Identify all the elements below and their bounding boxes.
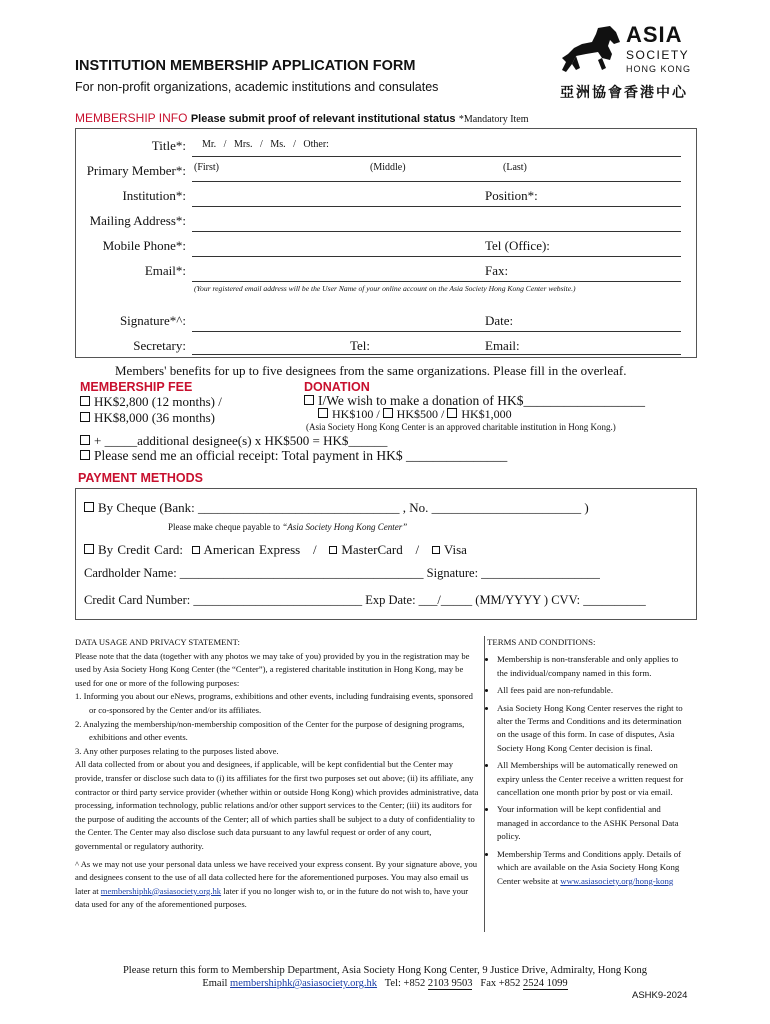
privacy-item-1: 1. Informing you about our eNews, programs, exhibitions and other events, including fundraising events, sponsored or co-sponsored by the Center and/or its affiliates.	[75, 691, 473, 715]
privacy-heading: DATA USAGE AND PRIVACY STATEMENT:	[75, 637, 240, 647]
terms-item: • Membership is non-transferable and only applies to the individual/company named in this form.	[497, 653, 687, 680]
fee-12m-label: HK$2,800 (12 months) /	[94, 394, 222, 409]
name-last: (Last)	[503, 162, 527, 173]
email-label: Email*:	[144, 263, 186, 278]
secretary-tel-label: Tel:	[350, 338, 371, 353]
fee-option-36m[interactable]	[80, 410, 215, 426]
name-first: (First)	[194, 162, 219, 173]
logo-hongkong: HONG KONG	[626, 64, 692, 74]
cheque-note	[168, 522, 407, 532]
membership-info-heading: MEMBERSHIP INFO	[75, 111, 188, 125]
footer-contact	[0, 978, 770, 990]
additional-designee-line[interactable]	[80, 433, 387, 449]
fee-12m-checkbox[interactable]	[80, 396, 90, 406]
cardholder-line[interactable]: Cardholder Name: _______________________________________ Signature: ___________________	[84, 566, 600, 580]
form-code: ASHK9-2024	[632, 990, 688, 1001]
donation-100-label: HK$100 /	[332, 407, 380, 421]
membership-fee-heading: MEMBERSHIP FEE	[80, 380, 193, 394]
visa-checkbox[interactable]	[432, 546, 440, 554]
asia-society-logo	[558, 22, 698, 102]
privacy-intro: Please note that the data (together with any photos we may take of you) provided by you in the registration may be used by Asia Society Hong Kong Center (the “Center”), a registered charitable institution in Hong Kong, may be used for one or more of the following purposes:	[75, 650, 470, 688]
privacy-item-2: 2. Analyzing the membership/non-membership composition of the Center for the purpose of designing programs, exhibitions and other events.	[75, 718, 465, 743]
title-options[interactable]: Mr. / Mrs. / Ms. / Other:	[202, 139, 329, 150]
secretary-input[interactable]	[192, 354, 681, 355]
website-link[interactable]: www.asiasociety.org/hong-kong	[560, 875, 674, 886]
donation-heading: DONATION	[304, 380, 370, 394]
name-middle: (Middle)	[370, 162, 406, 173]
footer-fax: 2524 1099	[523, 978, 568, 989]
terms-heading: TERMS AND CONDITIONS:	[487, 637, 596, 647]
donation-note: (Asia Society Hong Kong Center is an approved charitable institution in Hong Kong.)	[306, 422, 616, 432]
consent-text-b: later if you no longer wish to, or in the future do not wish to, have your data used for any of the aforementioned purposes.	[75, 885, 469, 910]
signature-label: Signature*^:	[119, 313, 186, 328]
credit-card-line	[84, 542, 467, 558]
footer-tel: 2103 9503	[427, 978, 473, 989]
fee-36m-checkbox[interactable]	[80, 412, 90, 422]
amex-checkbox[interactable]	[192, 546, 200, 554]
terms-item: • All fees paid are non-refundable.	[497, 684, 687, 697]
donation-checkbox[interactable]	[304, 395, 314, 405]
terms-item-text: Membership Terms and Conditions apply. Details of which are available on the Asia Society Hong Kong Center website at	[497, 848, 682, 886]
separator-1: /	[312, 542, 317, 557]
title-line	[192, 156, 681, 157]
donation-amounts	[318, 407, 512, 422]
fax-label: Fax:	[485, 263, 509, 278]
cheque-note-prefix: Please make cheque payable to	[168, 522, 283, 532]
consent-text-a: ^ As we may not use your personal data unless we have received your express consent. By your signature above, you and designees consent to the use of all data collected here for the aforementioned purposes. You may also email us later at	[75, 858, 478, 896]
cheque-payee: “Asia Society Hong Kong Center”	[282, 522, 408, 532]
proof-instruction: Please submit proof of relevant institutional status	[190, 113, 456, 125]
donation-500-checkbox[interactable]	[383, 408, 393, 418]
mastercard-checkbox[interactable]	[329, 546, 337, 554]
footer-address: Please return this form to Membership Department, Asia Society Hong Kong Center, 9 Justice Drive, Admiralty, Hong Kong	[122, 965, 648, 976]
privacy-body: All data collected from or about you and designees, if applicable, will be kept confidential but the Center may provide, transfer or disclose such data to (i) its affiliates for the first two purposes set out above; (ii) its affiliate, any contractor or third party service provider (whether within or outside Hong Kong) which provides administrative, data processing, information technology, public relations and/or other support services to the Center; (iii) its auditors for the purpose of auditing the accounts of the Center; all of which parties shall be subject to a duty of confidentiality to the Center. The Center may also disclose such data pursuant to any lawful request or order of any court, governmental or regulatory authority.	[75, 759, 479, 851]
secretary-email-label: Email:	[485, 338, 520, 353]
logo-chinese: 亞洲協會香港中心	[560, 84, 688, 100]
terms-item: • Asia Society Hong Kong Center reserves the right to alter the Terms and Conditions and its determination on the usage of this form. In case of disputes, Asia Society Hong Kong Center decision is final.	[497, 702, 687, 756]
cheque-label: By Cheque (Bank: _______________________________ , No. _______________________ )	[98, 500, 589, 515]
title-label: Title*:	[151, 138, 186, 153]
terms-item: • All Memberships will be automatically renewed on expiry unless the Center receive a written request for cancellation one month prior by post or via email.	[497, 759, 687, 799]
footer-email-link[interactable]: membershiphk@asiasociety.org.hk	[230, 978, 378, 989]
mobile-phone-input[interactable]	[192, 256, 681, 257]
mandatory-note: *Mandatory Item	[458, 114, 529, 125]
card-number-line[interactable]: Credit Card Number: ___________________________ Exp Date: ___/_____ (MM/YYYY ) CVV: __________	[84, 593, 646, 607]
footer-email-label: Email	[202, 978, 231, 989]
membership-info-heading-row	[75, 111, 529, 125]
receipt-line[interactable]	[80, 448, 507, 464]
donation-1000-label: HK$1,000	[461, 407, 512, 421]
lion-logo-icon	[558, 24, 624, 76]
donation-label: I/We wish to make a donation of HK$__________________	[318, 393, 645, 408]
mastercard-label: MasterCard	[341, 542, 403, 557]
consent-email-link[interactable]: membershiphk@asiasociety.org.hk	[100, 885, 222, 896]
visa-label: Visa	[443, 542, 467, 557]
cheque-line[interactable]	[84, 500, 589, 516]
position-label: Position*:	[485, 188, 538, 203]
receipt-label: Please send me an official receipt: Total payment in HK$ _______________	[94, 448, 508, 463]
mailing-address-label: Mailing Address*:	[89, 213, 186, 228]
separator-2: /	[415, 542, 420, 557]
cheque-checkbox[interactable]	[84, 502, 94, 512]
designee-checkbox[interactable]	[80, 435, 90, 445]
signature-input[interactable]	[192, 331, 681, 332]
terms-item	[497, 848, 687, 888]
fee-option-12m[interactable]	[80, 394, 222, 410]
terms-list	[487, 653, 687, 888]
logo-society: SOCIETY	[626, 48, 690, 62]
privacy-item-3: 3. Any other purposes relating to the purposes listed above.	[75, 745, 279, 756]
privacy-statement	[75, 636, 480, 912]
secretary-label: Secretary:	[133, 338, 186, 353]
logo-asia: ASIA	[626, 22, 683, 47]
credit-card-label: By Credit Card:	[98, 542, 184, 557]
institution-input[interactable]	[192, 206, 681, 207]
form-title: INSTITUTION MEMBERSHIP APPLICATION FORM	[75, 58, 416, 74]
terms-and-conditions	[487, 636, 687, 892]
mailing-address-input[interactable]	[192, 231, 681, 232]
benefits-note: Members' benefits for up to five designees from the same organizations. Please fill in the overleaf.	[115, 363, 627, 378]
fee-36m-label: HK$8,000 (36 months)	[94, 410, 215, 425]
primary-member-input[interactable]	[192, 181, 681, 182]
email-input[interactable]	[192, 281, 681, 282]
form-subtitle: For non-profit organizations, academic institutions and consulates	[75, 80, 439, 94]
email-note: (Your registered email address will be the User Name of your online account on the Asia Society Hong Kong Center website.)	[194, 284, 576, 293]
primary-member-label: Primary Member*:	[86, 163, 186, 178]
column-divider	[484, 636, 485, 932]
mobile-phone-label: Mobile Phone*:	[102, 238, 186, 253]
institution-label: Institution*:	[122, 188, 186, 203]
receipt-checkbox[interactable]	[80, 450, 90, 460]
privacy-consent	[75, 858, 480, 912]
donation-500-label: HK$500 /	[396, 407, 445, 421]
terms-item: • Your information will be kept confidential and managed in accordance to the ASHK Personal Data policy.	[497, 803, 687, 843]
designee-label: + _____additional designee(s) x HK$500 = HK$______	[94, 433, 388, 448]
amex-label: American Express	[203, 542, 301, 557]
date-label: Date:	[485, 313, 514, 328]
donation-1000-checkbox[interactable]	[447, 408, 457, 418]
tel-office-label: Tel (Office):	[485, 238, 550, 253]
credit-card-checkbox[interactable]	[84, 544, 94, 554]
donation-100-checkbox[interactable]	[318, 408, 328, 418]
payment-methods-heading: PAYMENT METHODS	[78, 471, 204, 485]
footer-tel-label: Tel: +852	[384, 978, 428, 989]
footer-fax-label: Fax +852	[480, 978, 524, 989]
